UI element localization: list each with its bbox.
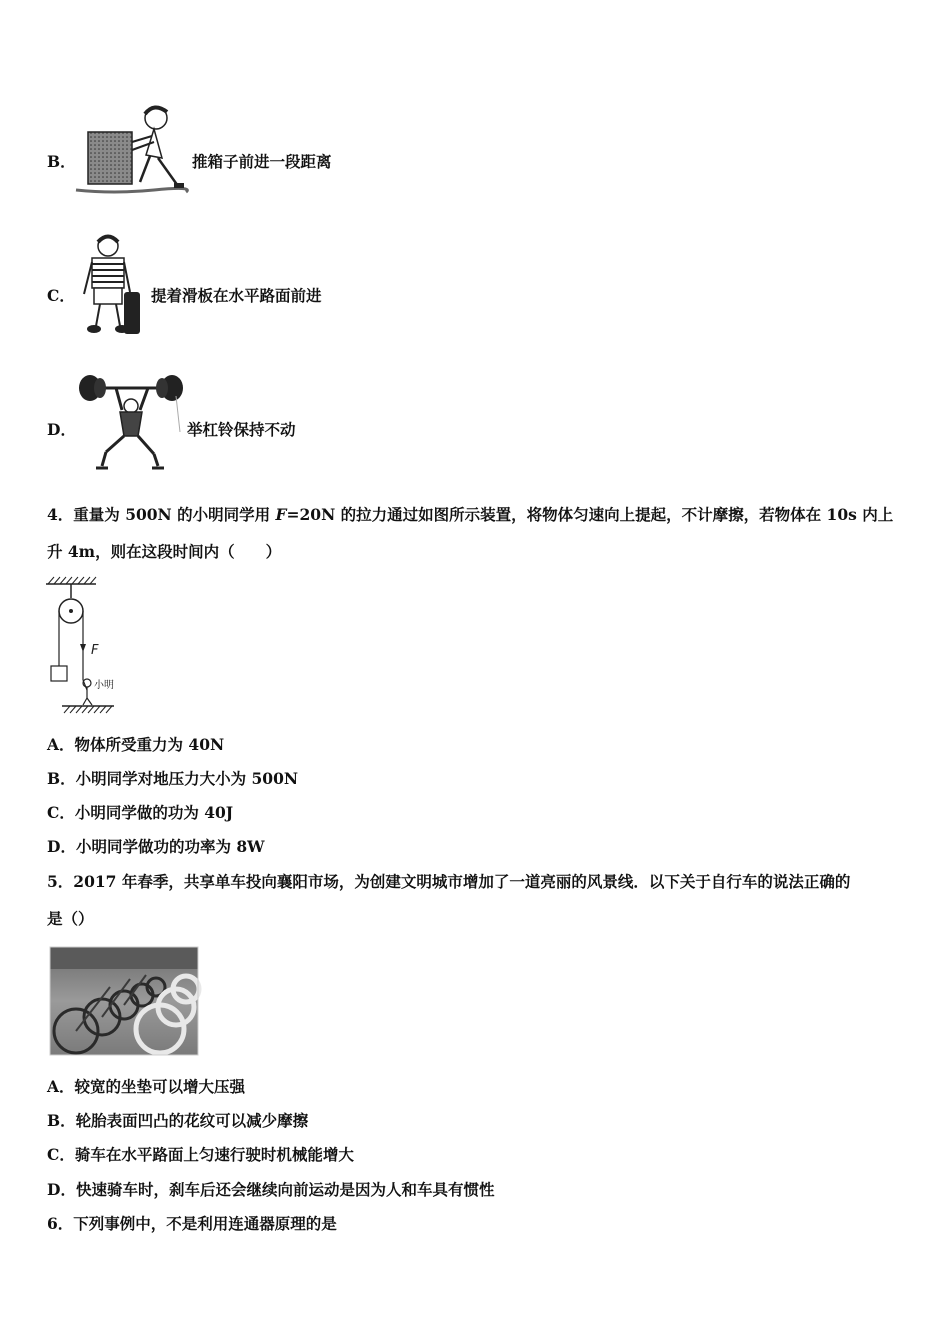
option-c-q3: [47, 284, 75, 306]
q5-option-b: [47, 1109, 308, 1131]
question-number: 4．: [47, 505, 74, 524]
option-text: 小明同学做功的功率为 8W: [75, 837, 265, 856]
q5-option-a: [47, 1075, 245, 1097]
option-text: 小明同学对地压力大小为 500N: [75, 769, 299, 788]
option-letter: B．: [47, 769, 76, 788]
question-5-text: 2017 年春季，共享单车投向襄阳市场，为创建文明城市增加了一道亮丽的风景线．以下关于自行车的说法正确的: [73, 872, 851, 891]
option-letter: D．: [47, 837, 76, 856]
q5-option-d: [47, 1178, 494, 1200]
option-c-q3-text: 提着滑板在水平路面前进: [151, 286, 322, 305]
weightlifter-holding-barbell-figure: [76, 372, 186, 472]
question-4-text-b: =20N 的拉力通过如图所示装置，将物体匀速向上提起，不计摩擦，若物体在 10s 内上: [286, 505, 894, 524]
option-text: 物体所受重力为 40N: [74, 735, 225, 754]
question-4-line-2: 升 4m，则在这段时间内（ ）: [47, 542, 282, 561]
boy-carrying-skateboard-figure: [78, 232, 153, 342]
option-text: 骑车在水平路面上匀速行驶时机械能增大: [74, 1145, 354, 1164]
question-5-line-1: [47, 870, 850, 892]
person-label: 小明: [94, 680, 114, 691]
shared-bicycles-photo: [50, 947, 198, 1055]
question-number: 5．: [47, 872, 74, 891]
option-letter: C．: [47, 286, 75, 305]
option-letter: D．: [47, 1180, 76, 1199]
q5-option-c: [47, 1143, 354, 1165]
force-symbol: F: [275, 505, 287, 524]
option-d-q3-text: 举杠铃保持不动: [187, 420, 296, 439]
option-d-q3: [47, 418, 76, 440]
option-letter: D．: [47, 420, 76, 439]
pulley-diagram: [42, 572, 132, 717]
option-letter: C．: [47, 803, 75, 822]
option-letter: B．: [47, 152, 76, 171]
option-text: 快速骑车时，刹车后还会继续向前运动是因为人和车具有惯性: [75, 1180, 495, 1199]
q4-option-c: [47, 801, 233, 823]
question-4-text-a: 重量为 500N 的小明同学用: [73, 505, 276, 524]
q4-option-b: [47, 767, 298, 789]
option-text: 小明同学做的功为 40J: [74, 803, 234, 822]
option-letter: A．: [47, 1077, 75, 1096]
question-6: [47, 1212, 337, 1234]
option-text: 轮胎表面凹凸的花纹可以减少摩擦: [75, 1111, 309, 1130]
q4-option-d: [47, 835, 265, 857]
option-b-q3: [47, 150, 76, 172]
option-letter: A．: [47, 735, 75, 754]
option-letter: C．: [47, 1145, 75, 1164]
option-text: 较宽的坐垫可以增大压强: [74, 1077, 246, 1096]
question-6-text: 下列事例中，不是利用连通器原理的是: [73, 1214, 337, 1233]
question-number: 6．: [47, 1214, 74, 1233]
force-label: F: [91, 643, 99, 658]
boy-pushing-box-figure: [74, 100, 189, 200]
option-letter: B．: [47, 1111, 76, 1130]
q4-option-a: [47, 733, 224, 755]
option-b-q3-text: 推箱子前进一段距离: [192, 152, 332, 171]
question-5-line-2: 是（）: [47, 909, 94, 928]
question-4-line-1: [47, 503, 893, 525]
